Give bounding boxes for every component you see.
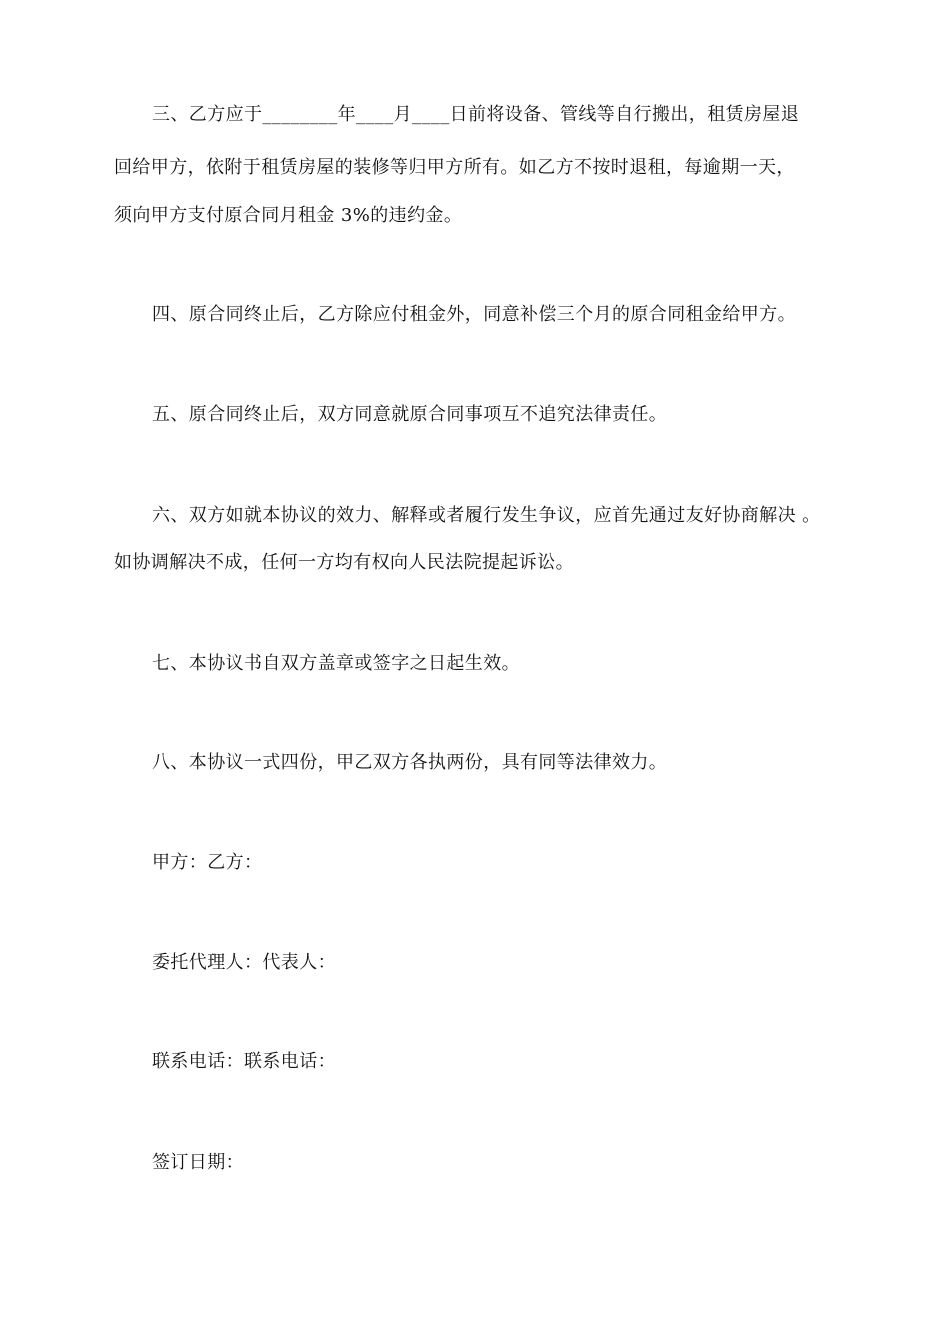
signature-parties: 甲方：乙方： [152,852,263,873]
clause-3-line-2: 回给甲方，依附于租赁房屋的装修等归甲方所有。如乙方不按时退租，每逾期一天， [114,157,795,178]
clause-3-line-3: 须向甲方支付原合同月租金 3%的违约金。 [114,205,463,226]
signature-phones: 联系电话：联系电话： [152,1051,336,1072]
clause-7: 七、本协议书自双方盖章或签字之日起生效。 [152,653,520,674]
clause-6-line-2: 如协调解决不成，任何一方均有权向人民法院提起诉讼。 [114,552,574,573]
clause-3-line-1: 三、乙方应于________年____月____日前将设备、管线等自行搬出，租赁房屋退 [152,104,800,125]
signature-agents: 委托代理人：代表人： [152,952,336,973]
clause-4: 四、原合同终止后，乙方除应付租金外，同意补偿三个月的原合同租金给甲方。 [152,304,796,325]
signature-date: 签订日期： [152,1152,244,1173]
clause-5: 五、原合同终止后，双方同意就原合同事项互不追究法律责任。 [152,404,668,425]
clause-6-line-1: 六、双方如就本协议的效力、解释或者履行发生争议，应首先通过友好协商解决 。 [152,505,821,526]
clause-8: 八、本协议一式四份，甲乙双方各执两份，具有同等法律效力。 [152,752,668,773]
